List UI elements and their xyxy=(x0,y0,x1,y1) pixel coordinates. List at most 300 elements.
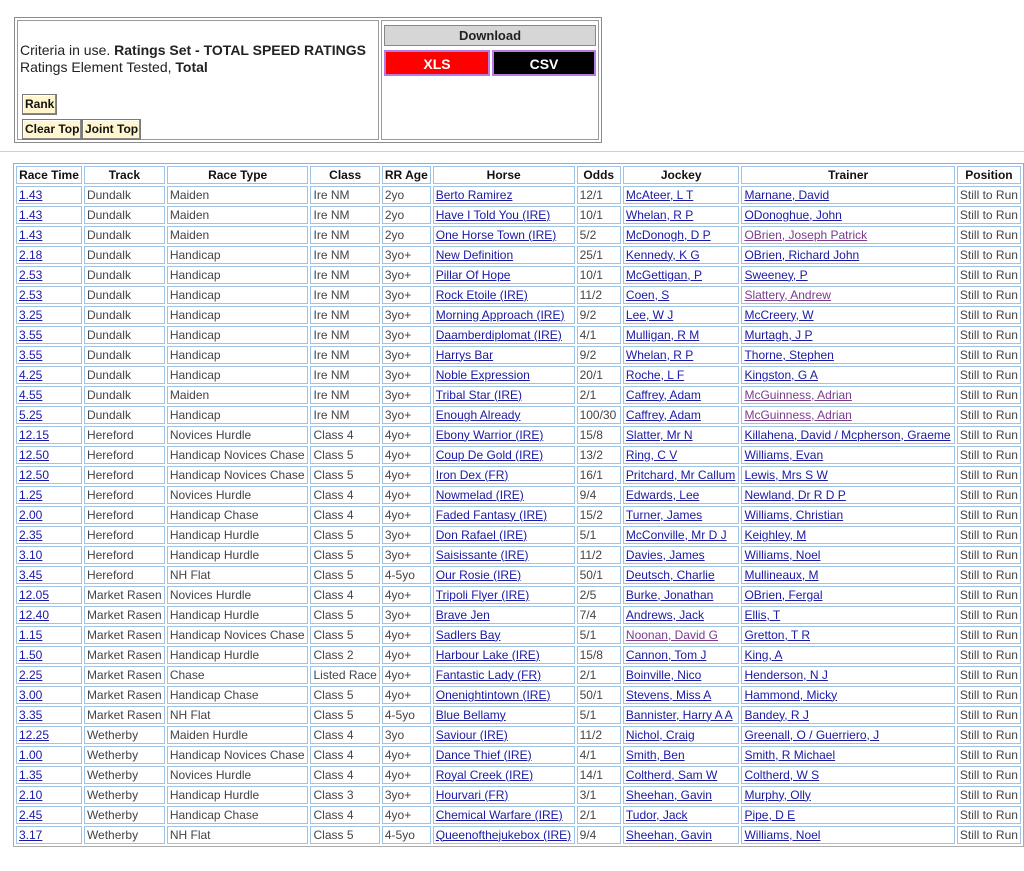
jockey-link[interactable]: Lee, W J xyxy=(625,307,674,322)
rr-age-cell: 3yo+ xyxy=(382,786,431,804)
horse-cell xyxy=(433,726,575,744)
horse-cell xyxy=(433,546,575,564)
table-row xyxy=(16,606,1021,624)
odds-cell: 100/30 xyxy=(577,406,621,424)
jockey-link[interactable]: Whelan, R P xyxy=(625,347,694,362)
race-type-cell: Handicap xyxy=(167,266,309,284)
trainer-link[interactable]: McCreery, W xyxy=(744,307,814,322)
track-cell: Market Rasen xyxy=(84,686,165,704)
trainer-link[interactable]: Williams, Christian xyxy=(744,507,844,522)
trainer-link[interactable]: Greenall, O / Guerriero, J xyxy=(744,727,880,742)
trainer-link[interactable]: Ellis, T xyxy=(744,607,781,622)
trainer-link[interactable]: Bandey, R J xyxy=(744,707,809,722)
race-type-cell: Handicap xyxy=(167,346,309,364)
jockey-link[interactable]: McDonogh, D P xyxy=(625,227,711,242)
rr-age-cell: 4-5yo xyxy=(382,826,431,844)
header-rr-age[interactable]: RR Age xyxy=(382,166,431,184)
horse-link[interactable]: New Definition xyxy=(435,247,514,262)
race-time-link[interactable]: 4.25 xyxy=(19,367,43,382)
race-type-cell: NH Flat xyxy=(167,706,309,724)
jockey-link[interactable]: Sheehan, Gavin xyxy=(625,787,712,802)
jockey-link[interactable]: Coen, S xyxy=(625,287,670,302)
race-time-link[interactable]: 3.25 xyxy=(19,307,43,322)
track-cell: Hereford xyxy=(84,466,165,484)
header-class[interactable]: Class xyxy=(310,166,379,184)
header-horse[interactable]: Horse xyxy=(433,166,575,184)
horse-link[interactable]: Saisissante (IRE) xyxy=(435,547,529,562)
odds-cell: 5/2 xyxy=(577,226,621,244)
track-cell: Dundalk xyxy=(84,206,165,224)
horse-link[interactable]: Harbour Lake (IRE) xyxy=(435,647,540,662)
trainer-link[interactable]: Marnane, David xyxy=(744,187,830,202)
class-cell: Class 4 xyxy=(310,506,379,524)
race-time-link[interactable]: 2.10 xyxy=(19,787,43,802)
header-odds[interactable]: Odds xyxy=(577,166,621,184)
race-time-link[interactable]: 3.55 xyxy=(19,327,43,342)
horse-cell xyxy=(433,406,575,424)
position-cell: Still to Run xyxy=(957,586,1021,604)
class-cell: Ire NM xyxy=(310,206,379,224)
horse-link[interactable]: Daamberdiplomat (IRE) xyxy=(435,327,562,342)
race-time-cell xyxy=(16,206,82,224)
class-cell: Class 4 xyxy=(310,426,379,444)
class-cell: Class 4 xyxy=(310,486,379,504)
horse-link[interactable]: Nowmelad (IRE) xyxy=(435,487,524,502)
trainer-link[interactable]: Hammond, Micky xyxy=(744,687,838,702)
trainer-link[interactable]: Slattery, Andrew xyxy=(744,287,831,302)
trainer-link[interactable]: Killahena, David / Mcpherson, Graeme xyxy=(744,427,951,442)
trainer-link[interactable]: OBrien, Richard John xyxy=(744,247,860,262)
horse-cell xyxy=(433,286,575,304)
trainer-link[interactable]: Kingston, G A xyxy=(744,367,818,382)
table-row xyxy=(16,306,1021,324)
jockey-link[interactable]: Slatter, Mr N xyxy=(625,427,693,442)
class-cell: Class 2 xyxy=(310,646,379,664)
race-type-cell: Handicap xyxy=(167,246,309,264)
rr-age-cell: 4-5yo xyxy=(382,566,431,584)
jockey-link[interactable]: Whelan, R P xyxy=(625,207,694,222)
race-time-cell xyxy=(16,246,82,264)
race-time-cell xyxy=(16,606,82,624)
horse-cell xyxy=(433,426,575,444)
trainer-link[interactable]: Mullineaux, M xyxy=(744,567,819,582)
class-cell: Class 5 xyxy=(310,606,379,624)
rr-age-cell: 4yo+ xyxy=(382,646,431,664)
jockey-link[interactable]: Nichol, Craig xyxy=(625,727,695,742)
jockey-link[interactable]: Edwards, Lee xyxy=(625,487,700,502)
race-time-link[interactable]: 1.43 xyxy=(19,227,43,242)
rr-age-cell: 3yo xyxy=(382,726,431,744)
rr-age-cell: 3yo+ xyxy=(382,246,431,264)
trainer-link[interactable]: ODonoghue, John xyxy=(744,207,842,222)
race-time-link[interactable]: 1.43 xyxy=(19,207,43,222)
jockey-cell xyxy=(623,306,740,324)
jockey-cell xyxy=(623,426,740,444)
table-row xyxy=(16,246,1021,264)
horse-link[interactable]: Harrys Bar xyxy=(435,347,494,362)
race-time-link[interactable]: 1.50 xyxy=(19,647,43,662)
horse-link[interactable]: Coup De Gold (IRE) xyxy=(435,447,544,462)
horse-link[interactable]: Don Rafael (IRE) xyxy=(435,527,528,542)
jockey-cell xyxy=(623,546,740,564)
class-cell: Class 5 xyxy=(310,686,379,704)
horse-link[interactable]: Tripoli Flyer (IRE) xyxy=(435,587,530,602)
horse-link[interactable]: Our Rosie (IRE) xyxy=(435,567,522,582)
jockey-link[interactable]: Caffrey, Adam xyxy=(625,387,701,402)
race-time-link[interactable]: 3.45 xyxy=(19,567,43,582)
jockey-link[interactable]: Bannister, Harry A A xyxy=(625,707,733,722)
table-row xyxy=(16,686,1021,704)
race-time-link[interactable]: 3.10 xyxy=(19,547,43,562)
race-time-link[interactable]: 2.35 xyxy=(19,527,43,542)
horse-link[interactable]: Hourvari (FR) xyxy=(435,787,509,802)
horse-link[interactable]: Iron Dex (FR) xyxy=(435,467,509,482)
trainer-link[interactable]: Pipe, D E xyxy=(744,807,796,822)
odds-cell: 10/1 xyxy=(577,206,621,224)
jockey-cell xyxy=(623,786,740,804)
rank-button[interactable]: Rank xyxy=(22,94,57,115)
horse-link[interactable]: Enough Already xyxy=(435,407,521,422)
track-cell: Dundalk xyxy=(84,326,165,344)
jockey-cell xyxy=(623,286,740,304)
table-row xyxy=(16,726,1021,744)
race-time-link[interactable]: 12.25 xyxy=(19,727,50,742)
rr-age-cell: 4yo+ xyxy=(382,486,431,504)
jockey-link[interactable]: Stevens, Miss A xyxy=(625,687,712,702)
horse-link[interactable]: Tribal Star (IRE) xyxy=(435,387,522,402)
race-type-cell: Maiden xyxy=(167,186,309,204)
race-time-link[interactable]: 5.25 xyxy=(19,407,43,422)
race-time-link[interactable]: 12.40 xyxy=(19,607,50,622)
horse-cell xyxy=(433,486,575,504)
trainer-cell xyxy=(741,386,954,404)
race-type-cell: Novices Hurdle xyxy=(167,586,309,604)
header-track[interactable]: Track xyxy=(84,166,165,184)
jockey-link[interactable]: Sheehan, Gavin xyxy=(625,827,712,842)
download-csv-button[interactable]: CSV xyxy=(492,50,596,76)
jockey-link[interactable]: Smith, Ben xyxy=(625,747,685,762)
race-type-cell: Handicap xyxy=(167,306,309,324)
trainer-link[interactable]: Henderson, N J xyxy=(744,667,828,682)
joint-top-button[interactable]: Joint Top xyxy=(82,119,141,140)
position-cell: Still to Run xyxy=(957,186,1021,204)
jockey-link[interactable]: McAteer, L T xyxy=(625,187,694,202)
race-time-link[interactable]: 12.50 xyxy=(19,447,50,462)
track-cell: Hereford xyxy=(84,506,165,524)
position-cell: Still to Run xyxy=(957,446,1021,464)
track-cell: Market Rasen xyxy=(84,606,165,624)
race-type-cell: Handicap Hurdle xyxy=(167,786,309,804)
clear-top-button[interactable]: Clear Top xyxy=(22,119,82,140)
race-time-cell xyxy=(16,406,82,424)
trainer-cell xyxy=(741,186,954,204)
odds-cell: 15/8 xyxy=(577,426,621,444)
horse-link[interactable]: One Horse Town (IRE) xyxy=(435,227,557,242)
horse-cell xyxy=(433,686,575,704)
header-race-time[interactable]: Race Time xyxy=(16,166,82,184)
race-time-cell xyxy=(16,706,82,724)
table-row xyxy=(16,366,1021,384)
trainer-cell xyxy=(741,666,954,684)
rr-age-cell: 4yo+ xyxy=(382,586,431,604)
race-time-link[interactable]: 12.50 xyxy=(19,467,50,482)
horse-link[interactable]: Noble Expression xyxy=(435,367,530,382)
jockey-link[interactable]: Caffrey, Adam xyxy=(625,407,701,422)
horse-cell xyxy=(433,526,575,544)
class-cell: Class 5 xyxy=(310,446,379,464)
download-xls-button[interactable]: XLS xyxy=(384,50,490,76)
position-cell: Still to Run xyxy=(957,486,1021,504)
race-time-link[interactable]: 2.00 xyxy=(19,507,43,522)
race-time-cell xyxy=(16,266,82,284)
trainer-cell xyxy=(741,406,954,424)
jockey-link[interactable]: Cannon, Tom J xyxy=(625,647,707,662)
trainer-link[interactable]: Gretton, T R xyxy=(744,627,811,642)
race-time-link[interactable]: 2.45 xyxy=(19,807,43,822)
odds-cell: 2/1 xyxy=(577,666,621,684)
position-cell: Still to Run xyxy=(957,466,1021,484)
horse-link[interactable]: Onenightintown (IRE) xyxy=(435,687,551,702)
position-cell: Still to Run xyxy=(957,366,1021,384)
horse-link[interactable]: Berto Ramirez xyxy=(435,187,513,202)
header-trainer[interactable]: Trainer xyxy=(741,166,954,184)
horse-link[interactable]: Royal Creek (IRE) xyxy=(435,767,534,782)
track-cell: Wetherby xyxy=(84,786,165,804)
table-row xyxy=(16,786,1021,804)
criteria-label: Criteria in use. xyxy=(20,42,115,58)
race-time-cell xyxy=(16,366,82,384)
trainer-cell xyxy=(741,806,954,824)
jockey-link[interactable]: Coltherd, Sam W xyxy=(625,767,718,782)
trainer-cell xyxy=(741,206,954,224)
jockey-link[interactable]: McConville, Mr D J xyxy=(625,527,727,542)
jockey-cell xyxy=(623,826,740,844)
rr-age-cell: 4yo+ xyxy=(382,666,431,684)
table-row xyxy=(16,506,1021,524)
rr-age-cell: 3yo+ xyxy=(382,526,431,544)
position-cell: Still to Run xyxy=(957,666,1021,684)
horse-link[interactable]: Brave Jen xyxy=(435,607,490,622)
horse-link[interactable]: Have I Told You (IRE) xyxy=(435,207,551,222)
race-time-cell xyxy=(16,526,82,544)
race-time-link[interactable]: 2.18 xyxy=(19,247,43,262)
jockey-link[interactable]: Noonan, David G xyxy=(625,627,718,642)
class-cell: Listed Race xyxy=(310,666,379,684)
race-type-cell: Maiden Hurdle xyxy=(167,726,309,744)
jockey-link[interactable]: Tudor, Jack xyxy=(625,807,688,822)
position-cell: Still to Run xyxy=(957,806,1021,824)
horse-cell xyxy=(433,466,575,484)
position-cell: Still to Run xyxy=(957,766,1021,784)
race-time-link[interactable]: 1.25 xyxy=(19,487,43,502)
table-row xyxy=(16,286,1021,304)
horse-link[interactable]: Ebony Warrior (IRE) xyxy=(435,427,544,442)
trainer-link[interactable]: Smith, R Michael xyxy=(744,747,836,762)
class-cell: Ire NM xyxy=(310,406,379,424)
horse-link[interactable]: Saviour (IRE) xyxy=(435,727,508,742)
download-cell xyxy=(381,20,599,140)
race-time-cell xyxy=(16,626,82,644)
race-time-link[interactable]: 1.00 xyxy=(19,747,43,762)
class-cell: Ire NM xyxy=(310,346,379,364)
track-cell: Market Rasen xyxy=(84,706,165,724)
race-time-link[interactable]: 3.35 xyxy=(19,707,43,722)
track-cell: Wetherby xyxy=(84,766,165,784)
race-time-cell xyxy=(16,566,82,584)
horse-link[interactable]: Morning Approach (IRE) xyxy=(435,307,565,322)
trainer-link[interactable]: Sweeney, P xyxy=(744,267,808,282)
odds-cell: 20/1 xyxy=(577,366,621,384)
horse-cell xyxy=(433,606,575,624)
track-cell: Dundalk xyxy=(84,386,165,404)
race-time-link[interactable]: 12.05 xyxy=(19,587,50,602)
horse-link[interactable]: Blue Bellamy xyxy=(435,707,506,722)
table-header-row xyxy=(16,166,1021,184)
race-time-link[interactable]: 3.17 xyxy=(19,827,43,842)
jockey-cell xyxy=(623,406,740,424)
table-row xyxy=(16,826,1021,844)
race-time-cell xyxy=(16,806,82,824)
race-time-link[interactable]: 3.00 xyxy=(19,687,43,702)
divider xyxy=(0,151,1024,152)
odds-cell: 2/1 xyxy=(577,386,621,404)
race-type-cell: Handicap xyxy=(167,406,309,424)
race-type-cell: NH Flat xyxy=(167,566,309,584)
trainer-link[interactable]: Murtagh, J P xyxy=(744,327,813,342)
horse-cell xyxy=(433,186,575,204)
trainer-link[interactable]: Murphy, Olly xyxy=(744,787,811,802)
trainer-link[interactable]: Keighley, M xyxy=(744,527,807,542)
class-cell: Class 5 xyxy=(310,466,379,484)
odds-cell: 15/2 xyxy=(577,506,621,524)
class-cell: Ire NM xyxy=(310,246,379,264)
race-time-link[interactable]: 2.53 xyxy=(19,287,43,302)
odds-cell: 7/4 xyxy=(577,606,621,624)
race-time-link[interactable]: 1.43 xyxy=(19,187,43,202)
jockey-link[interactable]: Turner, James xyxy=(625,507,703,522)
race-time-cell xyxy=(16,586,82,604)
horse-link[interactable]: Chemical Warfare (IRE) xyxy=(435,807,563,822)
horse-link[interactable]: Queenofthejukebox (IRE) xyxy=(435,827,572,842)
jockey-link[interactable]: Boinville, Nico xyxy=(625,667,702,682)
trainer-link[interactable]: King, A xyxy=(744,647,783,662)
jockey-link[interactable]: Burke, Jonathan xyxy=(625,587,714,602)
race-table xyxy=(13,163,1024,847)
horse-cell xyxy=(433,346,575,364)
rr-age-cell: 4-5yo xyxy=(382,706,431,724)
race-time-link[interactable]: 2.25 xyxy=(19,667,43,682)
odds-cell: 11/2 xyxy=(577,286,621,304)
trainer-cell xyxy=(741,426,954,444)
header-race-type[interactable]: Race Type xyxy=(167,166,309,184)
class-cell: Class 5 xyxy=(310,526,379,544)
position-cell: Still to Run xyxy=(957,266,1021,284)
trainer-link[interactable]: McGuinness, Adrian xyxy=(744,407,852,422)
rr-age-cell: 3yo+ xyxy=(382,346,431,364)
table-row xyxy=(16,626,1021,644)
class-cell: Class 4 xyxy=(310,746,379,764)
horse-link[interactable]: Sadlers Bay xyxy=(435,627,501,642)
trainer-cell xyxy=(741,646,954,664)
race-time-link[interactable]: 1.35 xyxy=(19,767,43,782)
jockey-link[interactable]: McGettigan, P xyxy=(625,267,702,282)
jockey-link[interactable]: Mulligan, R M xyxy=(625,327,700,342)
race-time-link[interactable]: 1.15 xyxy=(19,627,43,642)
position-cell: Still to Run xyxy=(957,726,1021,744)
horse-cell xyxy=(433,326,575,344)
trainer-cell xyxy=(741,586,954,604)
position-cell: Still to Run xyxy=(957,706,1021,724)
table-row xyxy=(16,706,1021,724)
trainer-link[interactable]: Coltherd, W S xyxy=(744,767,820,782)
jockey-link[interactable]: Davies, James xyxy=(625,547,705,562)
jockey-cell xyxy=(623,266,740,284)
jockey-link[interactable]: Pritchard, Mr Callum xyxy=(625,467,736,482)
race-time-link[interactable]: 3.55 xyxy=(19,347,43,362)
trainer-link[interactable]: Williams, Noel xyxy=(744,547,821,562)
track-cell: Wetherby xyxy=(84,806,165,824)
trainer-link[interactable]: OBrien, Fergal xyxy=(744,587,823,602)
jockey-cell xyxy=(623,206,740,224)
odds-cell: 9/4 xyxy=(577,826,621,844)
trainer-link[interactable]: McGuinness, Adrian xyxy=(744,387,852,402)
class-cell: Ire NM xyxy=(310,266,379,284)
jockey-cell xyxy=(623,586,740,604)
race-time-link[interactable]: 12.15 xyxy=(19,427,50,442)
table-row xyxy=(16,486,1021,504)
trainer-link[interactable]: Thorne, Stephen xyxy=(744,347,834,362)
position-cell: Still to Run xyxy=(957,386,1021,404)
table-row xyxy=(16,806,1021,824)
track-cell: Market Rasen xyxy=(84,586,165,604)
horse-link[interactable]: Faded Fantasy (IRE) xyxy=(435,507,548,522)
trainer-link[interactable]: Williams, Noel xyxy=(744,827,821,842)
trainer-link[interactable]: Newland, Dr R D P xyxy=(744,487,846,502)
table-row xyxy=(16,566,1021,584)
horse-link[interactable]: Dance Thief (IRE) xyxy=(435,747,532,762)
horse-link[interactable]: Pillar Of Hope xyxy=(435,267,511,282)
race-time-link[interactable]: 4.55 xyxy=(19,387,43,402)
jockey-cell xyxy=(623,646,740,664)
jockey-link[interactable]: Roche, L F xyxy=(625,367,685,382)
trainer-cell xyxy=(741,546,954,564)
trainer-link[interactable]: Lewis, Mrs S W xyxy=(744,467,828,482)
header-jockey[interactable]: Jockey xyxy=(623,166,740,184)
race-time-link[interactable]: 2.53 xyxy=(19,267,43,282)
element-tested-value: Total xyxy=(175,59,208,75)
jockey-link[interactable]: Kennedy, K G xyxy=(625,247,700,262)
race-time-cell xyxy=(16,306,82,324)
trainer-link[interactable]: Williams, Evan xyxy=(744,447,824,462)
race-type-cell: Handicap Hurdle xyxy=(167,606,309,624)
horse-link[interactable]: Rock Etoile (IRE) xyxy=(435,287,528,302)
horse-cell xyxy=(433,306,575,324)
jockey-link[interactable]: Deutsch, Charlie xyxy=(625,567,715,582)
jockey-link[interactable]: Andrews, Jack xyxy=(625,607,704,622)
header-position[interactable]: Position xyxy=(957,166,1021,184)
race-type-cell: NH Flat xyxy=(167,826,309,844)
horse-link[interactable]: Fantastic Lady (FR) xyxy=(435,667,542,682)
jockey-link[interactable]: Ring, C V xyxy=(625,447,678,462)
trainer-link[interactable]: OBrien, Joseph Patrick xyxy=(744,227,868,242)
table-row xyxy=(16,526,1021,544)
odds-cell: 10/1 xyxy=(577,266,621,284)
trainer-cell xyxy=(741,446,954,464)
class-cell: Class 4 xyxy=(310,726,379,744)
horse-cell xyxy=(433,246,575,264)
race-type-cell: Novices Hurdle xyxy=(167,426,309,444)
position-cell: Still to Run xyxy=(957,686,1021,704)
